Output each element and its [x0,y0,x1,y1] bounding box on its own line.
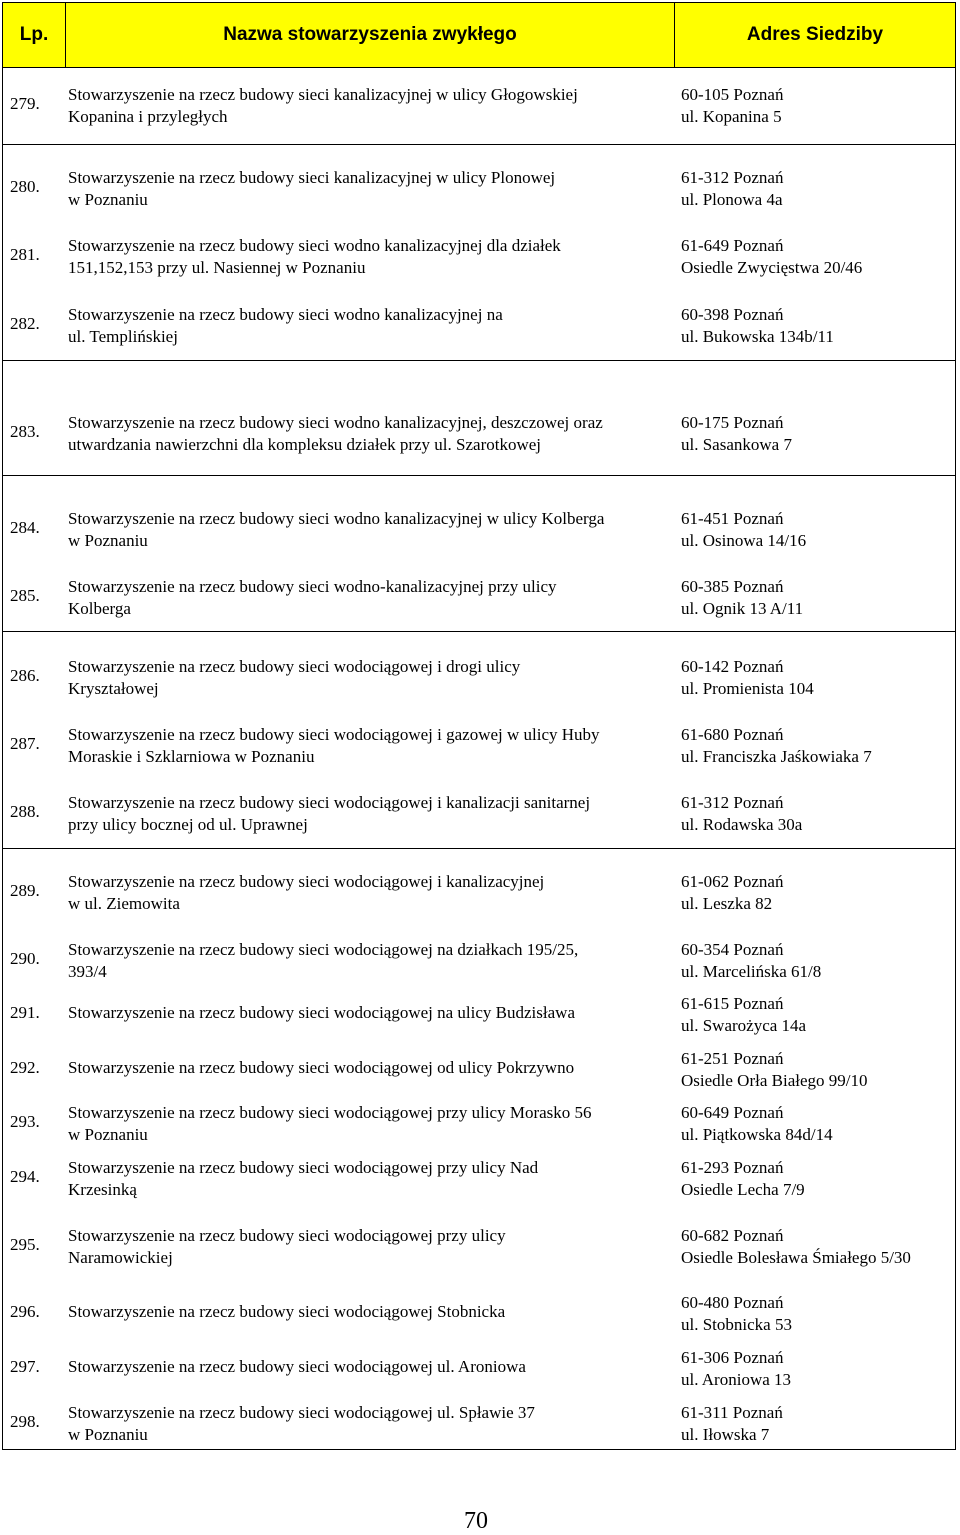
association-name [68,871,668,915]
association-name [68,656,668,700]
address-line: ul. Iłowska 7 [681,1425,770,1444]
address-line: 60-354 Poznań [681,940,784,959]
group-separator [2,631,956,632]
address-line: ul. Ognik 13 A/11 [681,599,804,618]
row-number: 285. [10,586,40,605]
address-line: ul. Bukowska 134b/11 [681,327,834,346]
association-name [68,1157,668,1201]
association-name-line: w Poznaniu [68,1125,148,1144]
group-separator [2,848,956,849]
address-line: 60-480 Poznań [681,1293,784,1312]
address-line: 61-649 Poznań [681,236,784,255]
address-line: ul. Franciszka Jaśkowiaka 7 [681,747,872,766]
group-separator [2,144,956,145]
association-name [68,1356,668,1378]
address-line: 60-142 Poznań [681,657,784,676]
association-name-line: Stowarzyszenie na rzecz budowy sieci wodociągowej przy ulicy Nad [68,1158,539,1177]
address-line: ul. Kopanina 5 [681,107,782,126]
address-line: 60-175 Poznań [681,413,784,432]
row-number: 292. [10,1058,40,1077]
row-number: 282. [10,314,40,333]
association-name-line: Naramowickiej [68,1248,173,1267]
association-name-line: Stowarzyszenie na rzecz budowy sieci wodociągowej przy ulicy [68,1226,506,1245]
association-name-line: w ul. Ziemowita [68,894,180,913]
association-name-line: Kryształowej [68,679,159,698]
association-address [681,939,951,983]
association-name-line: Stowarzyszenie na rzecz budowy sieci wodociągowej i kanalizacji sanitarnej [68,793,591,812]
address-line: 61-293 Poznań [681,1158,784,1177]
table-header [2,2,956,68]
association-address [681,235,951,279]
association-name-line: Stowarzyszenie na rzecz budowy sieci wodociągowej i drogi ulicy [68,657,521,676]
association-name [68,1057,668,1079]
association-name-line: Stowarzyszenie na rzecz budowy sieci wodno-kanalizacyjnej przy ulicy [68,577,557,596]
header-name: Nazwa stowarzyszenia zwykłego [223,24,517,45]
association-name-line: Krzesinką [68,1180,137,1199]
address-line: 61-451 Poznań [681,509,784,528]
association-name [68,1002,668,1024]
association-name-line: 151,152,153 przy ul. Nasiennej w Poznaniu [68,258,366,277]
association-address [681,167,951,211]
association-address [681,993,951,1037]
row-number: 287. [10,734,40,753]
association-address [681,1157,951,1201]
address-line: ul. Osinowa 14/16 [681,531,807,550]
address-line: 61-062 Poznań [681,872,784,891]
association-name-line: w Poznaniu [68,531,148,550]
row-number: 283. [10,422,40,441]
association-name-line: Stowarzyszenie na rzecz budowy sieci wodociągowej i gazowej w ulicy Huby [68,725,600,744]
address-line: Osiedle Lecha 7/9 [681,1180,805,1199]
address-line: ul. Swarożyca 14a [681,1016,807,1035]
association-address [681,656,951,700]
association-name [68,235,668,279]
association-address [681,724,951,768]
association-name-line: w Poznaniu [68,1425,148,1444]
association-name [68,792,668,836]
association-name-line: Stowarzyszenie na rzecz budowy sieci wodno kanalizacyjnej dla działek [68,236,561,255]
association-name-line: Stowarzyszenie na rzecz budowy sieci wodociągowej Stobnicka [68,1302,506,1321]
association-name-line: ul. Templińskiej [68,327,178,346]
association-address [681,304,951,348]
association-name [68,1301,668,1323]
association-address [681,871,951,915]
address-line: ul. Rodawska 30a [681,815,803,834]
association-address [681,1402,951,1446]
association-name-line: Stowarzyszenie na rzecz budowy sieci wodociągowej przy ulicy Morasko 56 [68,1103,592,1122]
association-name-line: Stowarzyszenie na rzecz budowy sieci wodociągowej od ulicy Pokrzywno [68,1058,575,1077]
address-line: 60-385 Poznań [681,577,784,596]
association-address [681,576,951,620]
address-line: 61-311 Poznań [681,1403,783,1422]
association-name [68,84,668,128]
row-number: 293. [10,1112,40,1131]
association-name-line: Stowarzyszenie na rzecz budowy sieci wodociągowej ul. Spławie 37 [68,1403,535,1422]
address-line: ul. Marcelińska 61/8 [681,962,822,981]
row-number: 279. [10,94,40,113]
association-name-line: przy ulicy bocznej od ul. Uprawnej [68,815,308,834]
association-name-line: w Poznaniu [68,190,148,209]
row-number: 291. [10,1003,40,1022]
row-number: 286. [10,666,40,685]
row-number: 298. [10,1412,40,1431]
address-line: 60-682 Poznań [681,1226,784,1245]
address-line: 61-312 Poznań [681,793,784,812]
association-name-line: Stowarzyszenie na rzecz budowy sieci wodociągowej na ulicy Budzisława [68,1003,575,1022]
association-name-line: Moraskie i Szklarniowa w Poznaniu [68,747,315,766]
page-number: 70 [464,1508,488,1534]
row-number: 280. [10,177,40,196]
address-line: ul. Piątkowska 84d/14 [681,1125,833,1144]
association-name-line: Stowarzyszenie na rzecz budowy sieci wodociągowej na działkach 195/25, [68,940,579,959]
address-line: ul. Stobnicka 53 [681,1315,792,1334]
address-line: ul. Plonowa 4a [681,190,783,209]
address-line: Osiedle Zwycięstwa 20/46 [681,258,863,277]
address-line: ul. Aroniowa 13 [681,1370,792,1389]
association-address [681,1347,951,1391]
association-name [68,167,668,211]
row-number: 294. [10,1167,40,1186]
association-name-line: 393/4 [68,962,107,981]
association-name [68,1225,668,1269]
address-line: 61-312 Poznań [681,168,784,187]
header-lp: Lp. [19,24,49,45]
row-number: 290. [10,949,40,968]
row-number: 284. [10,518,40,537]
row-number: 295. [10,1235,40,1254]
row-number: 288. [10,802,40,821]
association-name-line: utwardzania nawierzchni dla kompleksu działek przy ul. Szarotkowej [68,435,541,454]
address-line: Osiedle Orła Białego 99/10 [681,1071,868,1090]
row-number: 296. [10,1302,40,1321]
association-name [68,939,668,983]
association-name-line: Stowarzyszenie na rzecz budowy sieci wodociągowej ul. Aroniowa [68,1357,526,1376]
association-address [681,508,951,552]
address-line: 61-306 Poznań [681,1348,784,1367]
association-name-line: Stowarzyszenie na rzecz budowy sieci wodno kanalizacyjnej w ulicy Kolberga [68,509,605,528]
association-address [681,1225,951,1269]
association-name-line: Stowarzyszenie na rzecz budowy sieci wodno kanalizacyjnej na [68,305,503,324]
association-name [68,304,668,348]
row-number: 297. [10,1357,40,1376]
association-name [68,1102,668,1146]
association-name [68,508,668,552]
table-bottom-border [2,1449,956,1450]
association-name [68,412,668,456]
association-name-line: Stowarzyszenie na rzecz budowy sieci wodociągowej i kanalizacyjnej [68,872,545,891]
header-address: Adres Siedziby [746,24,884,45]
address-line: Osiedle Bolesława Śmiałego 5/30 [681,1248,911,1267]
association-name-line: Kolberga [68,599,131,618]
address-line: 61-251 Poznań [681,1049,784,1068]
association-address [681,792,951,836]
address-line: 61-615 Poznań [681,994,784,1013]
address-line: ul. Leszka 82 [681,894,773,913]
address-line: ul. Sasankowa 7 [681,435,792,454]
association-name [68,576,668,620]
association-name-line: Stowarzyszenie na rzecz budowy sieci kanalizacyjnej w ulicy Plonowej [68,168,556,187]
association-address [681,412,951,456]
address-line: 60-398 Poznań [681,305,784,324]
row-number: 281. [10,245,40,264]
address-line: 61-680 Poznań [681,725,784,744]
association-name [68,724,668,768]
address-line: 60-105 Poznań [681,85,784,104]
association-name-line: Stowarzyszenie na rzecz budowy sieci wodno kanalizacyjnej, deszczowej oraz [68,413,603,432]
row-number: 289. [10,881,40,900]
association-address [681,1048,951,1092]
association-address [681,84,951,128]
address-line: ul. Promienista 104 [681,679,814,698]
address-line: 60-649 Poznań [681,1103,784,1122]
association-address [681,1292,951,1336]
group-separator [2,360,956,361]
group-separator [2,475,956,476]
association-name-line: Kopanina i przyległych [68,107,228,126]
association-address [681,1102,951,1146]
association-name-line: Stowarzyszenie na rzecz budowy sieci kanalizacyjnej w ulicy Głogowskiej [68,85,578,104]
association-name [68,1402,668,1446]
